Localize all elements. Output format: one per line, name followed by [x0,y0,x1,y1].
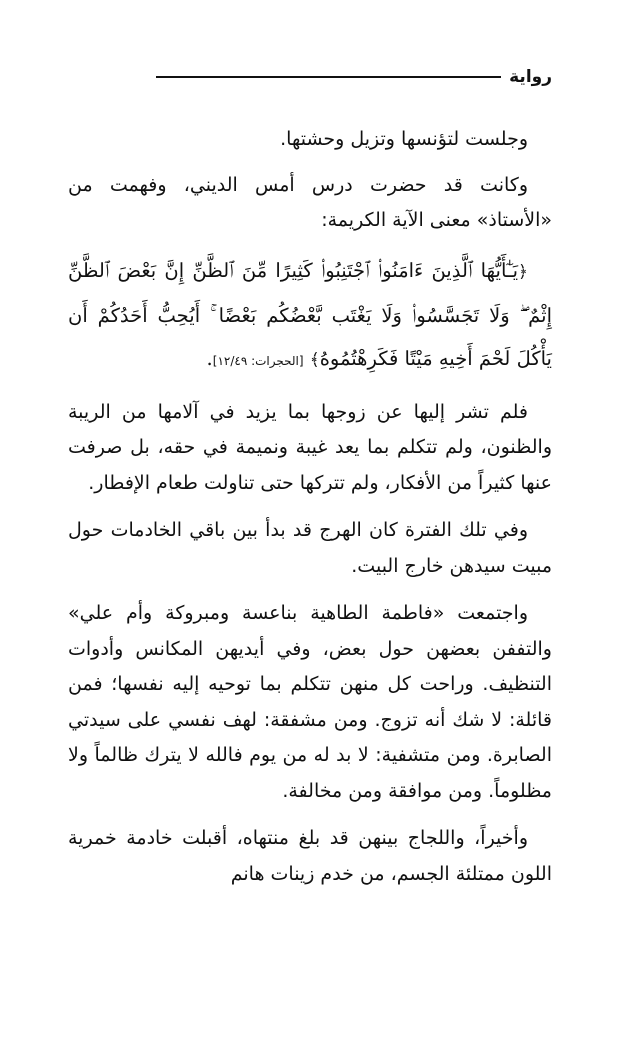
quran-verse [68,249,552,383]
body-text [68,122,552,904]
verse-close-bracket: ﴾ [309,349,320,370]
paragraph-6: وأخيراً، واللجاج بينهن قد بلغ منتهاه، أقبلت خادمة خمرية اللون ممتلئة الجسم، من خدم زينات هانم [68,827,552,885]
verse-end-mark: . [206,346,213,370]
paragraph-4: وفي تلك الفترة كان الهرج قد بدأ بين باقي الخادمات حول مبيت سيدهن خارج البيت. [68,519,552,577]
running-title: رواية [509,67,552,87]
verse-reference: [الحجرات: ١٢/٤٩] [212,353,304,368]
paragraph-1: وجلست لتؤنسها وتزيل وحشتها. [280,128,528,150]
paragraph-3: فلم تشر إليها عن زوجها بما يزيد في آلامها من الريبة والظنون، ولم تتكلم بما يعد غيبة ونميمة في حقه، بل صرفت عنها كثيراً من الأفكار، ولم تتركها حتى تناولت طعام الإفطار. [68,400,552,494]
header-rule [156,76,501,78]
paragraph-5: واجتمعت «فاطمة الطاهية بناعسة ومبروكة وأم علي» والتففن بعضهن حول بعض، وفي أيديهن المكانس وأدوات التنظيف. وراحت كل منهن تتكلم بما توحيه إليه نفسها؛ فمن قائلة: لا شك أنه تزوج. ومن مشفقة: لهف نفسي على سيدتي الصابرة. ومن متشفية: لا بد له من يوم فالله لا يترك ظالماً ولا مظلوماً. ومن موافقة ومن مخالفة. [68,602,552,802]
running-header [152,62,552,92]
paragraph-2: وكانت قد حضرت درس أمس الديني، وفهمت من «الأستاذ» معنى الآية الكريمة: [68,173,552,231]
verse-text: يَـٰٓأَيُّهَا ٱلَّذِينَ ءَامَنُوا۟ ٱجْتَنِبُوا۟ كَثِيرًا مِّنَ ٱلظَّنِّ إِنَّ بَعْضَ ٱلظَّنِّ إِثْمٌ ۖ وَلَا تَجَسَّسُوا۟ وَلَا يَغْتَب بَّعْضُكُم بَعْضًا ۚ أَيُحِبُّ أَحَدُكُمْ أَن يَأْكُلَ لَحْمَ أَخِيهِ مَيْتًا فَكَرِهْتُمُوهُ [68,258,552,370]
verse-open-bracket: ﴿ [518,261,528,282]
